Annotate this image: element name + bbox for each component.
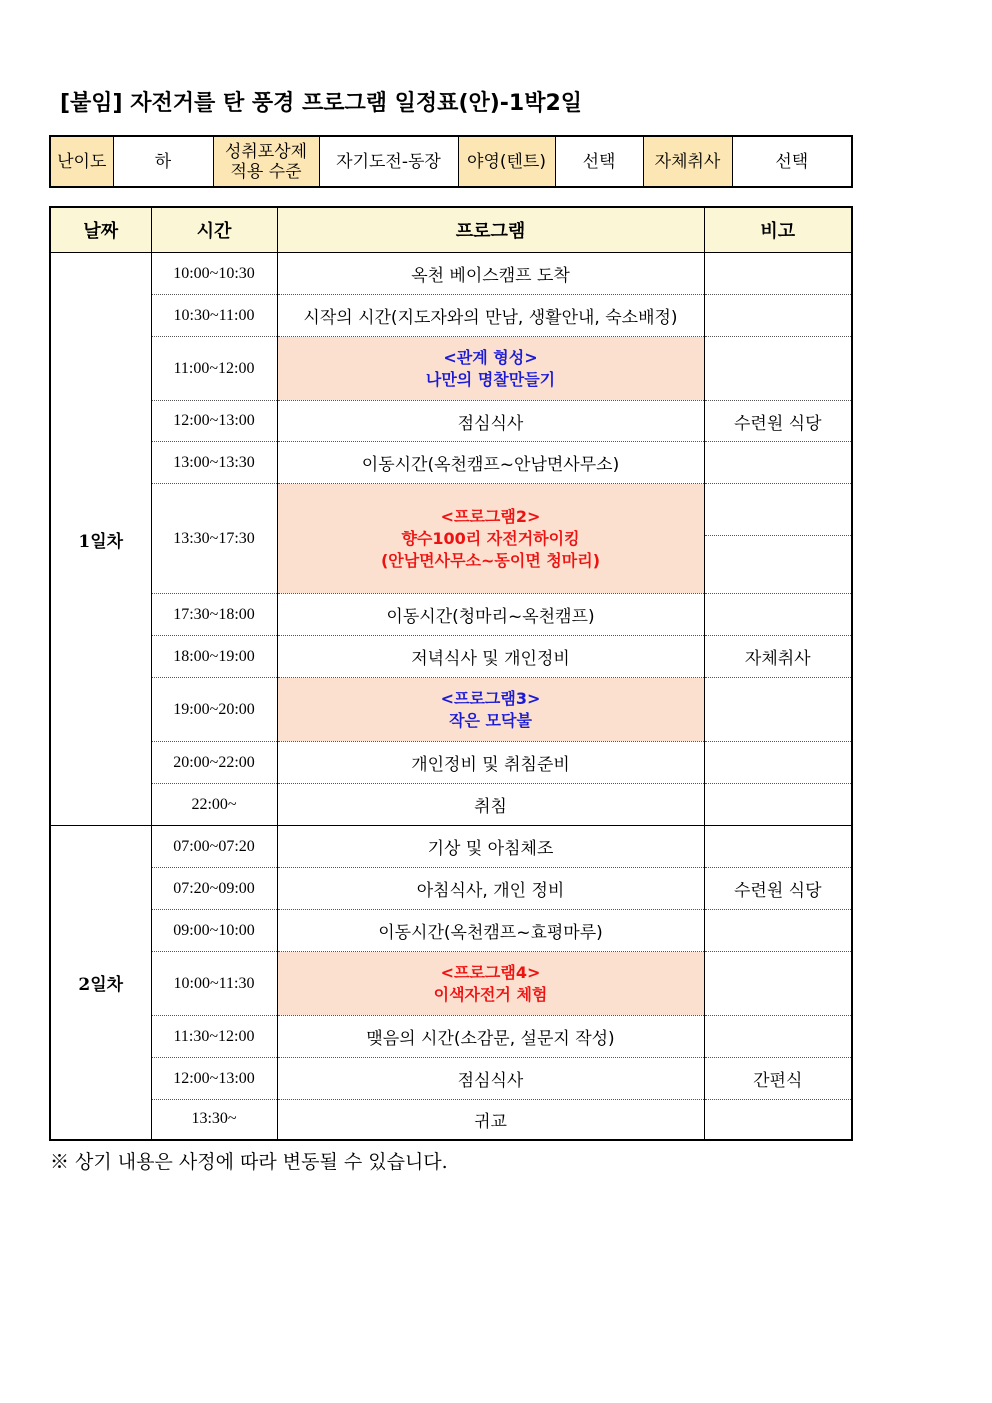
time-cell: 11:30~12:00 xyxy=(151,1016,277,1058)
note-cell: 간편식 xyxy=(704,1058,852,1100)
table-row xyxy=(50,401,852,442)
difficulty-label: 난이도 xyxy=(50,136,113,187)
footnote: ※ 상기 내용은 사정에 따라 변동될 수 있습니다. xyxy=(50,1151,448,1173)
self-cooking-label: 자체취사 xyxy=(643,136,732,187)
table-row xyxy=(50,952,852,1016)
note-cell xyxy=(704,253,852,295)
time-cell: 19:00~20:00 xyxy=(151,678,277,742)
time-cell: 07:20~09:00 xyxy=(151,868,277,910)
time-cell: 10:30~11:00 xyxy=(151,295,277,337)
program-cell: 맺음의 시간(소감문, 설문지 작성) xyxy=(277,1016,704,1058)
day2-label: 2일차 xyxy=(50,826,151,1140)
program-highlight-cell xyxy=(277,678,704,742)
program-cell: 점심식사 xyxy=(277,1058,704,1100)
program-title: <관계 형성> xyxy=(443,347,538,367)
time-cell: 12:00~13:00 xyxy=(151,1058,277,1100)
day1-label: 1일차 xyxy=(50,253,151,826)
note-cell xyxy=(704,1016,852,1058)
note-cell xyxy=(704,594,852,636)
time-cell: 07:00~07:20 xyxy=(151,826,277,868)
program-cell: 이동시간(옥천캠프~안남면사무소) xyxy=(277,442,704,484)
program-highlight-cell xyxy=(277,952,704,1016)
time-cell: 10:00~10:30 xyxy=(151,253,277,295)
table-row xyxy=(50,1016,852,1058)
time-cell: 11:00~12:00 xyxy=(151,337,277,401)
time-cell: 09:00~10:00 xyxy=(151,910,277,952)
table-row xyxy=(50,442,852,484)
table-row xyxy=(50,784,852,826)
page-title: [붙임] 자전거를 탄 풍경 프로그램 일정표(안)-1박2일 xyxy=(60,91,583,116)
program-cell: 옥천 베이스캠프 도착 xyxy=(277,253,704,295)
table-row xyxy=(50,636,852,678)
program-cell: 점심식사 xyxy=(277,401,704,442)
achievement-level-label-line1: 성취포상제 xyxy=(224,141,308,162)
note-cell: 자체취사 xyxy=(704,636,852,678)
program-name: 이색자전거 체험 xyxy=(433,984,548,1004)
note-cell xyxy=(704,910,852,952)
header-date: 날짜 xyxy=(50,207,151,253)
note-cell xyxy=(704,442,852,484)
time-cell: 18:00~19:00 xyxy=(151,636,277,678)
time-cell: 10:00~11:30 xyxy=(151,952,277,1016)
note-cell xyxy=(704,952,852,1016)
note-cell xyxy=(704,295,852,337)
header-program: 프로그램 xyxy=(277,207,704,253)
header-time: 시간 xyxy=(151,207,277,253)
table-row xyxy=(50,295,852,337)
program-title: <프로그램2> xyxy=(440,506,541,526)
achievement-level-value: 자기도전-동장 xyxy=(319,136,458,187)
program-title: <프로그램4> xyxy=(440,962,541,982)
note-cell xyxy=(704,826,852,868)
program-cell: 귀교 xyxy=(277,1100,704,1140)
note-cell xyxy=(704,742,852,784)
table-row xyxy=(50,826,852,868)
header-note: 비고 xyxy=(704,207,852,253)
table-row xyxy=(50,868,852,910)
note-cell xyxy=(704,337,852,401)
time-cell: 12:00~13:00 xyxy=(151,401,277,442)
program-highlight-cell xyxy=(277,484,704,594)
time-cell: 13:30~17:30 xyxy=(151,484,277,594)
self-cooking-value: 선택 xyxy=(732,136,852,187)
program-cell: 이동시간(청마리~옥천캠프) xyxy=(277,594,704,636)
program-route: (안남면사무소~동이면 청마리) xyxy=(380,550,601,570)
note-cell: 수련원 식당 xyxy=(704,868,852,910)
program-cell: 이동시간(옥천캠프~효평마루) xyxy=(277,910,704,952)
time-cell: 13:30~ xyxy=(151,1100,277,1140)
camping-label: 야영(텐트) xyxy=(458,136,555,187)
program-highlight-cell xyxy=(277,337,704,401)
table-row xyxy=(50,678,852,742)
note-cell: 수련원 식당 xyxy=(704,401,852,442)
header-row xyxy=(50,207,852,253)
table-row xyxy=(50,910,852,952)
program-cell: 시작의 시간(지도자와의 만남, 생활안내, 숙소배정) xyxy=(277,295,704,337)
difficulty-value: 하 xyxy=(113,136,213,187)
program-name: 나만의 명찰만들기 xyxy=(425,369,556,389)
time-cell: 22:00~ xyxy=(151,784,277,826)
program-cell: 저녁식사 및 개인정비 xyxy=(277,636,704,678)
program-cell: 취침 xyxy=(277,784,704,826)
program-cell: 기상 및 아침체조 xyxy=(277,826,704,868)
table-row xyxy=(50,1058,852,1100)
table-row xyxy=(50,484,852,536)
table-row xyxy=(50,742,852,784)
note-cell xyxy=(704,784,852,826)
achievement-level-label-line2: 적용 수준 xyxy=(230,161,302,182)
camping-value: 선택 xyxy=(555,136,643,187)
note-cell xyxy=(704,536,852,594)
program-name: 작은 모닥불 xyxy=(449,710,532,730)
program-title: <프로그램3> xyxy=(440,688,541,708)
note-cell xyxy=(704,484,852,536)
achievement-level-label xyxy=(213,136,319,187)
table-row xyxy=(50,594,852,636)
time-cell: 13:00~13:30 xyxy=(151,442,277,484)
table-row xyxy=(50,253,852,295)
note-cell xyxy=(704,1100,852,1140)
time-cell: 17:30~18:00 xyxy=(151,594,277,636)
program-cell: 아침식사, 개인 정비 xyxy=(277,868,704,910)
program-cell: 개인정비 및 취침준비 xyxy=(277,742,704,784)
table-row xyxy=(50,337,852,401)
schedule-table xyxy=(49,206,853,1141)
program-info-table xyxy=(49,135,853,188)
program-name: 향수100리 자전거하이킹 xyxy=(401,528,580,548)
time-cell: 20:00~22:00 xyxy=(151,742,277,784)
note-cell xyxy=(704,678,852,742)
table-row xyxy=(50,1100,852,1140)
